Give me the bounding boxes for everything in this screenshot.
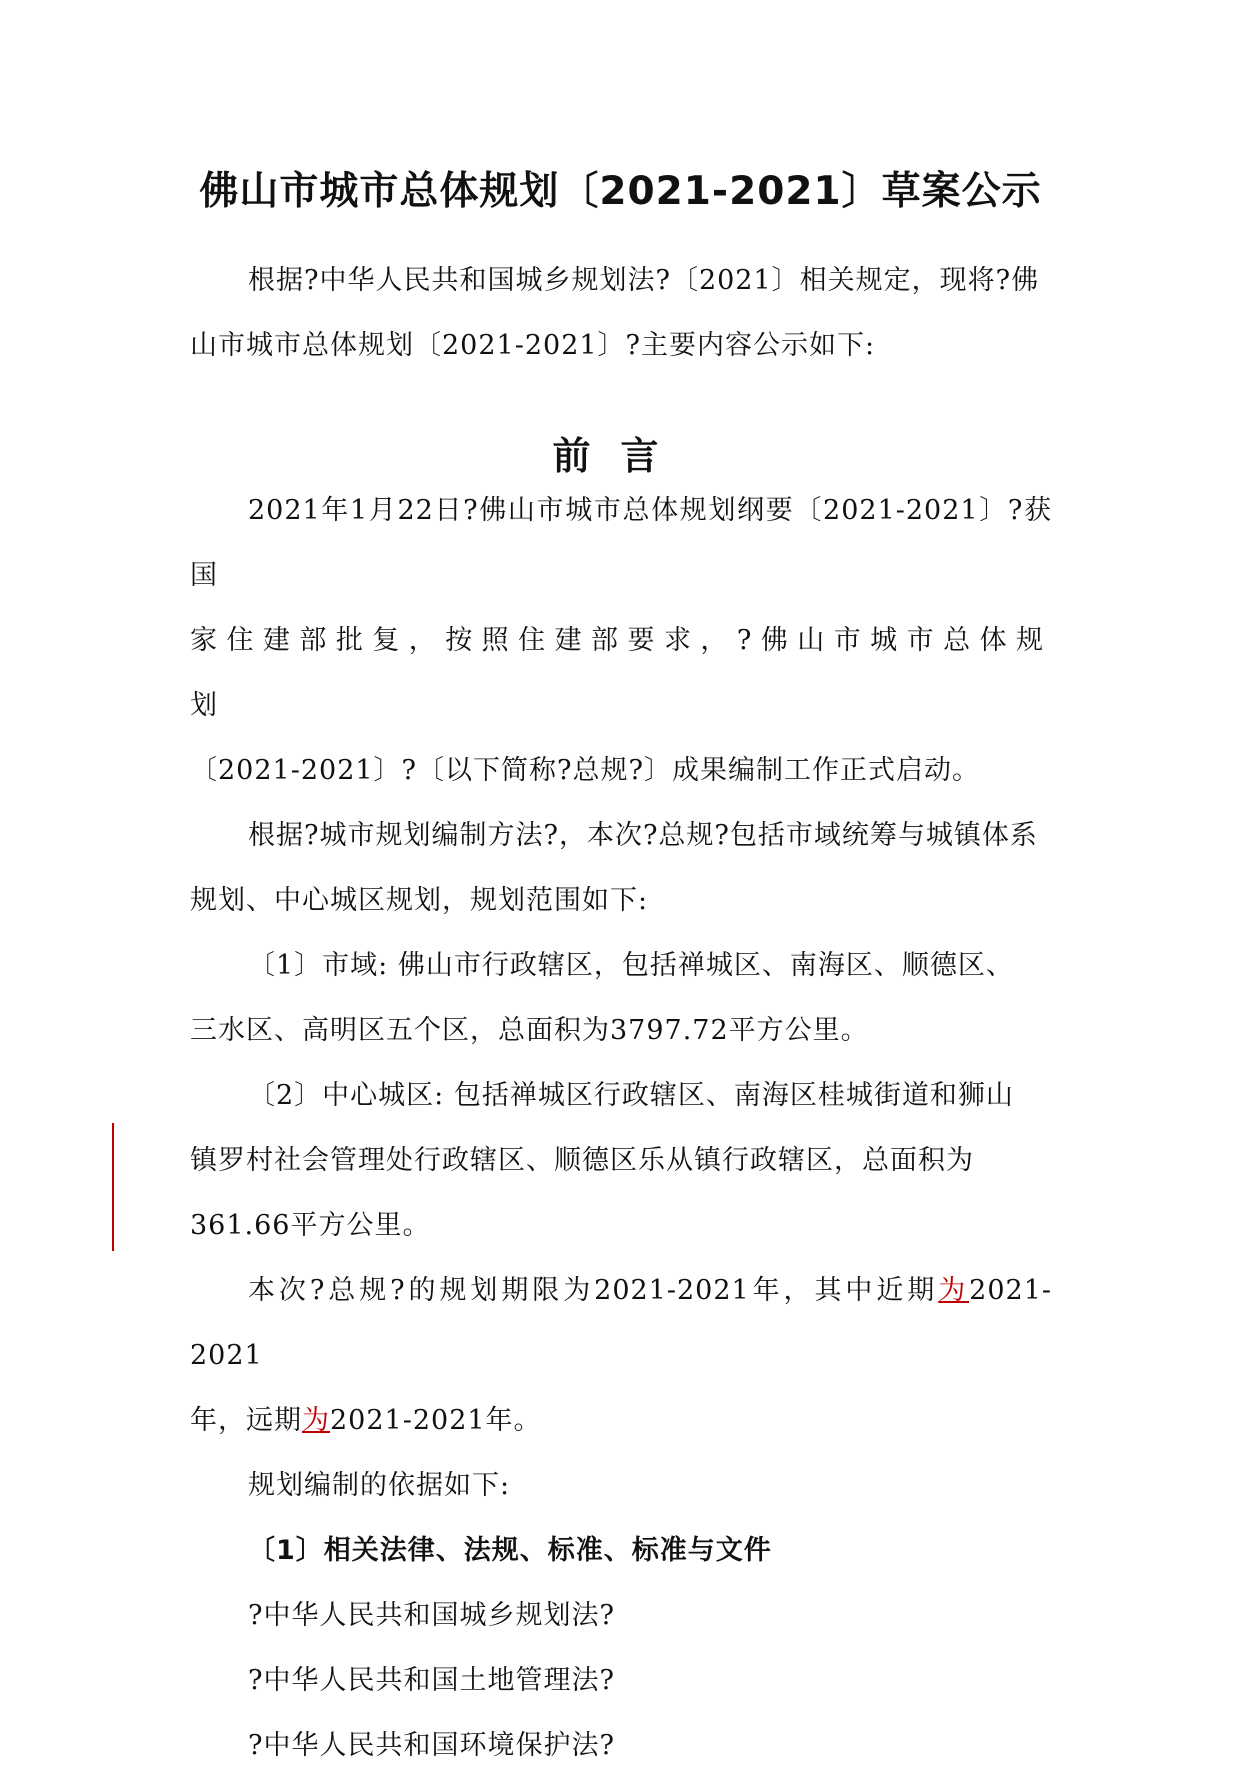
para4-line3: 361.66平方公里。 (190, 1210, 431, 1241)
para4-line1: 〔2〕中心城区: 包括禅城区行政辖区、南海区桂城街道和狮山 (248, 1080, 1014, 1111)
revision-insert: 为 (938, 1275, 970, 1306)
intro-line-1: 根据?中华人民共和国城乡规划法?〔2021〕相关规定，现将?佛 (248, 265, 1040, 296)
revision-change-bar (112, 1123, 114, 1251)
para1-line2: 家住建部批复，按照住建部要求，?佛山市城市总体规划 (190, 625, 1052, 721)
intro-paragraph (190, 248, 1052, 378)
law-item-1: ?中华人民共和国城乡规划法? (248, 1600, 615, 1631)
intro-line-2: 山市城市总体规划〔2021-2021〕?主要内容公示如下: (190, 330, 876, 361)
main-body (190, 478, 1052, 1778)
law-item-2: ?中华人民共和国土地管理法? (248, 1665, 615, 1696)
para1-line1: 2021年1月22日?佛山市城市总体规划纲要〔2021-2021〕?获国 (190, 495, 1052, 591)
basis-heading: 〔1〕相关法律、法规、标准、标准与文件 (248, 1535, 772, 1566)
document-title: 佛山市城市总体规划〔2021-2021〕草案公示 (199, 169, 1042, 214)
section-heading: 前言 (552, 434, 689, 478)
para5-line1 (190, 1258, 1052, 1388)
para4-line2: 镇罗村社会管理处行政辖区、顺德区乐从镇行政辖区，总面积为 (190, 1145, 974, 1176)
para5-line2-text: 年，远期 (190, 1405, 302, 1436)
para5-line1-end: 2021-2021 (190, 1275, 1053, 1371)
para5-line1-text: 本次?总规?的规划期限为2021-2021年，其中近期 (248, 1275, 939, 1306)
para2-line1: 根据?城市规划编制方法?，本次?总规?包括市域统筹与城镇体系 (248, 820, 1038, 851)
para1-line3: 〔2021-2021〕?〔以下简称?总规?〕成果编制工作正式启动。 (190, 755, 980, 786)
para5-line2-end: 2021-2021年。 (330, 1405, 542, 1436)
para3-line1: 〔1〕市域: 佛山市行政辖区，包括禅城区、南海区、顺德区、 (248, 950, 1014, 981)
para6: 规划编制的依据如下: (248, 1470, 511, 1501)
para2-line2: 规划、中心城区规划，规划范围如下: (190, 885, 649, 916)
revision-insert: 为 (302, 1405, 330, 1436)
para5-line2 (190, 1388, 1052, 1453)
law-item-3: ?中华人民共和国环境保护法? (248, 1730, 615, 1761)
para3-line2: 三水区、高明区五个区，总面积为3797.72平方公里。 (190, 1015, 869, 1046)
